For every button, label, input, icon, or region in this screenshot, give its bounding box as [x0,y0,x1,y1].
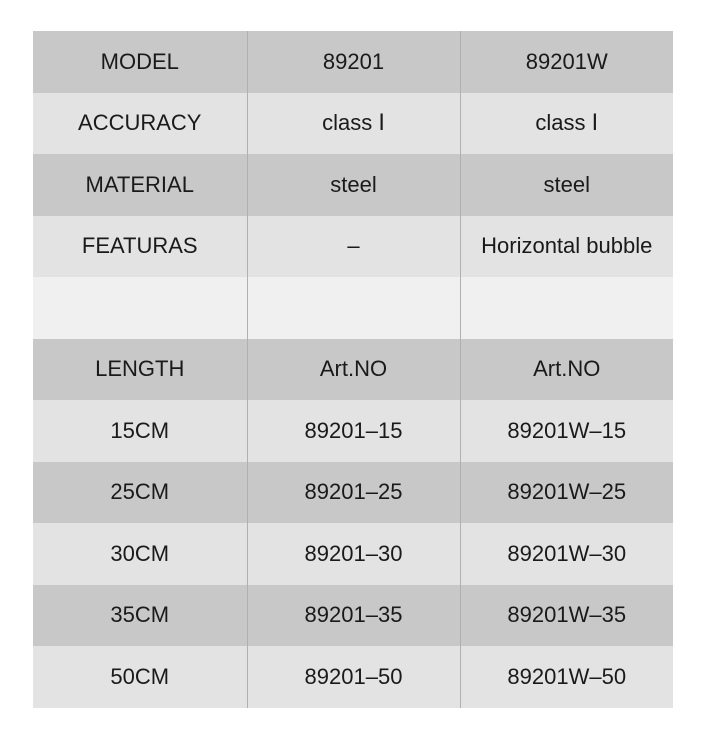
art-no-header-89201w: Art.NO [460,339,673,401]
model-value-89201w: 89201W [460,31,673,93]
length-cell: 35CM [33,585,247,647]
row-accuracy [33,93,673,155]
accuracy-value-89201w: class Ⅰ [460,93,673,155]
art-no-cell: 89201W–50 [460,646,673,708]
art-no-cell: 89201–35 [247,585,460,647]
features-value-89201: – [247,216,460,278]
row-length-50 [33,646,673,708]
spacer-cell [460,277,673,339]
row-length-header [33,339,673,401]
material-value-89201: steel [247,154,460,216]
row-features [33,216,673,278]
row-length-30 [33,523,673,585]
art-no-cell: 89201W–15 [460,400,673,462]
art-no-header-89201: Art.NO [247,339,460,401]
length-cell: 30CM [33,523,247,585]
art-no-cell: 89201–25 [247,462,460,524]
length-cell: 15CM [33,400,247,462]
row-material [33,154,673,216]
accuracy-label: ACCURACY [33,93,247,155]
row-length-25 [33,462,673,524]
row-length-35 [33,585,673,647]
material-label: MATERIAL [33,154,247,216]
length-header-label: LENGTH [33,339,247,401]
art-no-cell: 89201–15 [247,400,460,462]
spacer-cell [33,277,247,339]
row-model [33,31,673,93]
model-label: MODEL [33,31,247,93]
art-no-cell: 89201–30 [247,523,460,585]
length-cell: 50CM [33,646,247,708]
model-value-89201: 89201 [247,31,460,93]
features-value-89201w: Horizontal bubble [460,216,673,278]
features-label: FEATURAS [33,216,247,278]
art-no-cell: 89201W–35 [460,585,673,647]
art-no-cell: 89201–50 [247,646,460,708]
accuracy-value-89201: class Ⅰ [247,93,460,155]
art-no-cell: 89201W–30 [460,523,673,585]
spec-table [33,31,673,708]
row-length-15 [33,400,673,462]
material-value-89201w: steel [460,154,673,216]
length-cell: 25CM [33,462,247,524]
art-no-cell: 89201W–25 [460,462,673,524]
row-spacer [33,277,673,339]
spacer-cell [247,277,460,339]
